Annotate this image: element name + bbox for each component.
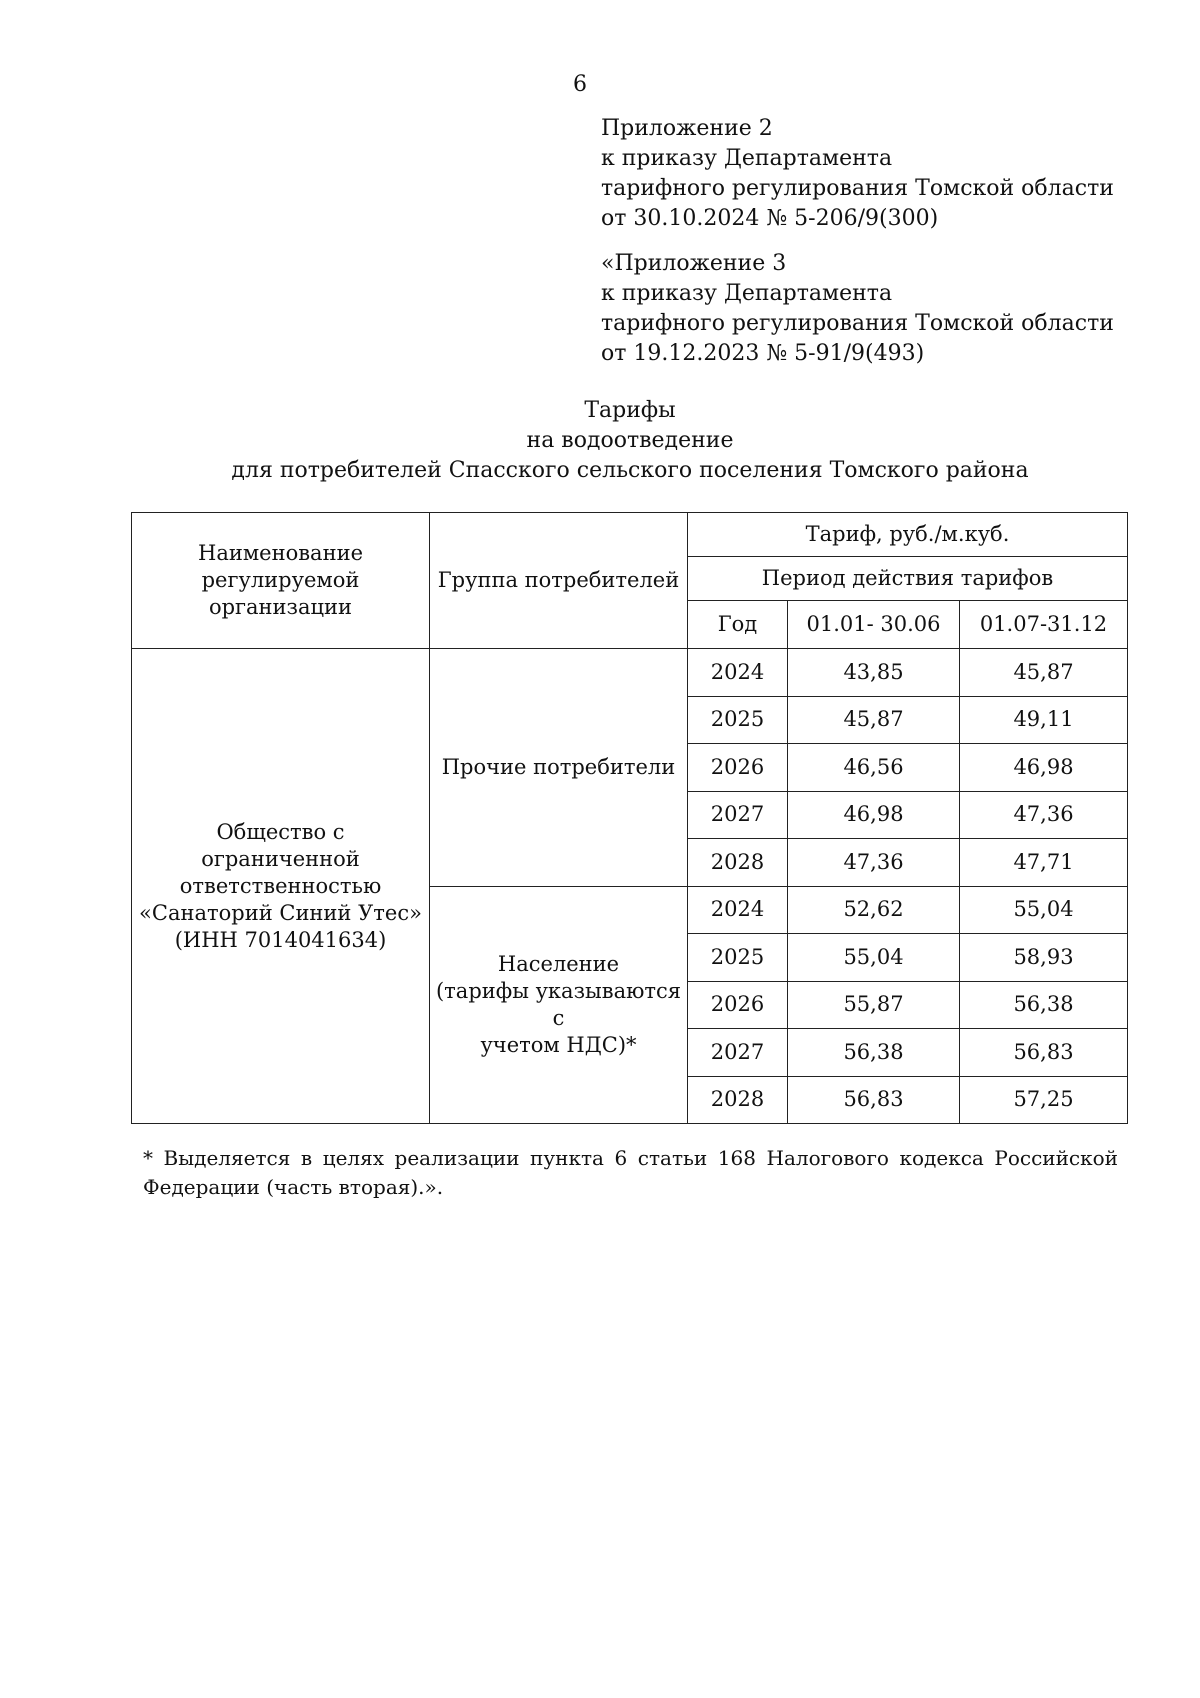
appendix-reference-previous (601, 249, 1161, 369)
header-first-half: 01.01- 30.06 (788, 601, 960, 649)
tariff-first-half: 55,04 (788, 934, 960, 982)
tariff-first-half: 46,98 (788, 791, 960, 839)
tariff-first-half: 55,87 (788, 981, 960, 1029)
consumer-group-population (430, 886, 688, 1124)
tariff-second-half: 56,83 (960, 1029, 1128, 1077)
header-second-half: 01.07-31.12 (960, 601, 1128, 649)
tariff-first-half: 46,56 (788, 744, 960, 792)
tariff-second-half: 57,25 (960, 1076, 1128, 1124)
tariff-first-half: 47,36 (788, 839, 960, 887)
document-title (130, 396, 1130, 486)
tariff-second-half: 58,93 (960, 934, 1128, 982)
year-cell: 2024 (688, 649, 788, 697)
year-cell: 2028 (688, 839, 788, 887)
header-row (132, 513, 1128, 557)
tariff-second-half: 46,98 (960, 744, 1128, 792)
year-cell: 2026 (688, 744, 788, 792)
appendix-line: «Приложение 3 (601, 251, 787, 276)
group-line: (тарифы указываются с (435, 978, 682, 1030)
organization-line: «Санаторий Синий Утес» (139, 900, 422, 925)
tariff-second-half: 55,04 (960, 886, 1128, 934)
tariff-first-half: 52,62 (788, 886, 960, 934)
tariff-table (131, 512, 1128, 1124)
consumer-group-other: Прочие потребители (430, 649, 688, 887)
year-cell: 2027 (688, 791, 788, 839)
tariff-second-half: 45,87 (960, 649, 1128, 697)
group-line: Население (497, 951, 620, 976)
appendix-line: тарифного регулирования Томской области (601, 311, 1114, 336)
group-line: учетом НДС)* (480, 1032, 637, 1057)
header-org-name: Наименование регулируемой организации (132, 513, 430, 649)
header-year: Год (688, 601, 788, 649)
appendix-line: Приложение 2 (601, 116, 773, 141)
organization-line: ответственностью (179, 873, 382, 898)
appendix-line: к приказу Департамента (601, 281, 893, 306)
tariff-second-half: 56,38 (960, 981, 1128, 1029)
year-cell: 2026 (688, 981, 788, 1029)
page-number: 6 (573, 72, 587, 97)
year-cell: 2028 (688, 1076, 788, 1124)
tariff-first-half: 56,38 (788, 1029, 960, 1077)
organization-cell (132, 649, 430, 1124)
tariff-second-half: 49,11 (960, 696, 1128, 744)
header-period: Период действия тарифов (688, 557, 1128, 601)
header-consumer-group: Группа потребителей (430, 513, 688, 649)
tariff-first-half: 56,83 (788, 1076, 960, 1124)
appendix-line: тарифного регулирования Томской области (601, 176, 1114, 201)
title-line: Тарифы (584, 398, 676, 423)
title-line: для потребителей Спасского сельского поселения Томского района (231, 458, 1029, 483)
organization-line: Общество с ограниченной (201, 819, 360, 871)
appendix-line: к приказу Департамента (601, 146, 893, 171)
title-line: на водоотведение (526, 428, 734, 453)
tariff-second-half: 47,71 (960, 839, 1128, 887)
appendix-reference-current (601, 114, 1161, 234)
tariff-first-half: 45,87 (788, 696, 960, 744)
year-cell: 2025 (688, 934, 788, 982)
year-cell: 2025 (688, 696, 788, 744)
footnote: * Выделяется в целях реализации пункта 6 статьи 168 Налогового кодекса Российской Федерации (часть вторая).». (143, 1146, 1118, 1199)
year-cell: 2027 (688, 1029, 788, 1077)
appendix-line: от 30.10.2024 № 5-206/9(300) (601, 206, 939, 231)
tariff-second-half: 47,36 (960, 791, 1128, 839)
year-cell: 2024 (688, 886, 788, 934)
appendix-line: от 19.12.2023 № 5-91/9(493) (601, 341, 925, 366)
tariff-first-half: 43,85 (788, 649, 960, 697)
organization-line: (ИНН 7014041634) (174, 927, 387, 952)
header-tariff: Тариф, руб./м.куб. (688, 513, 1128, 557)
table-row (132, 649, 1128, 697)
